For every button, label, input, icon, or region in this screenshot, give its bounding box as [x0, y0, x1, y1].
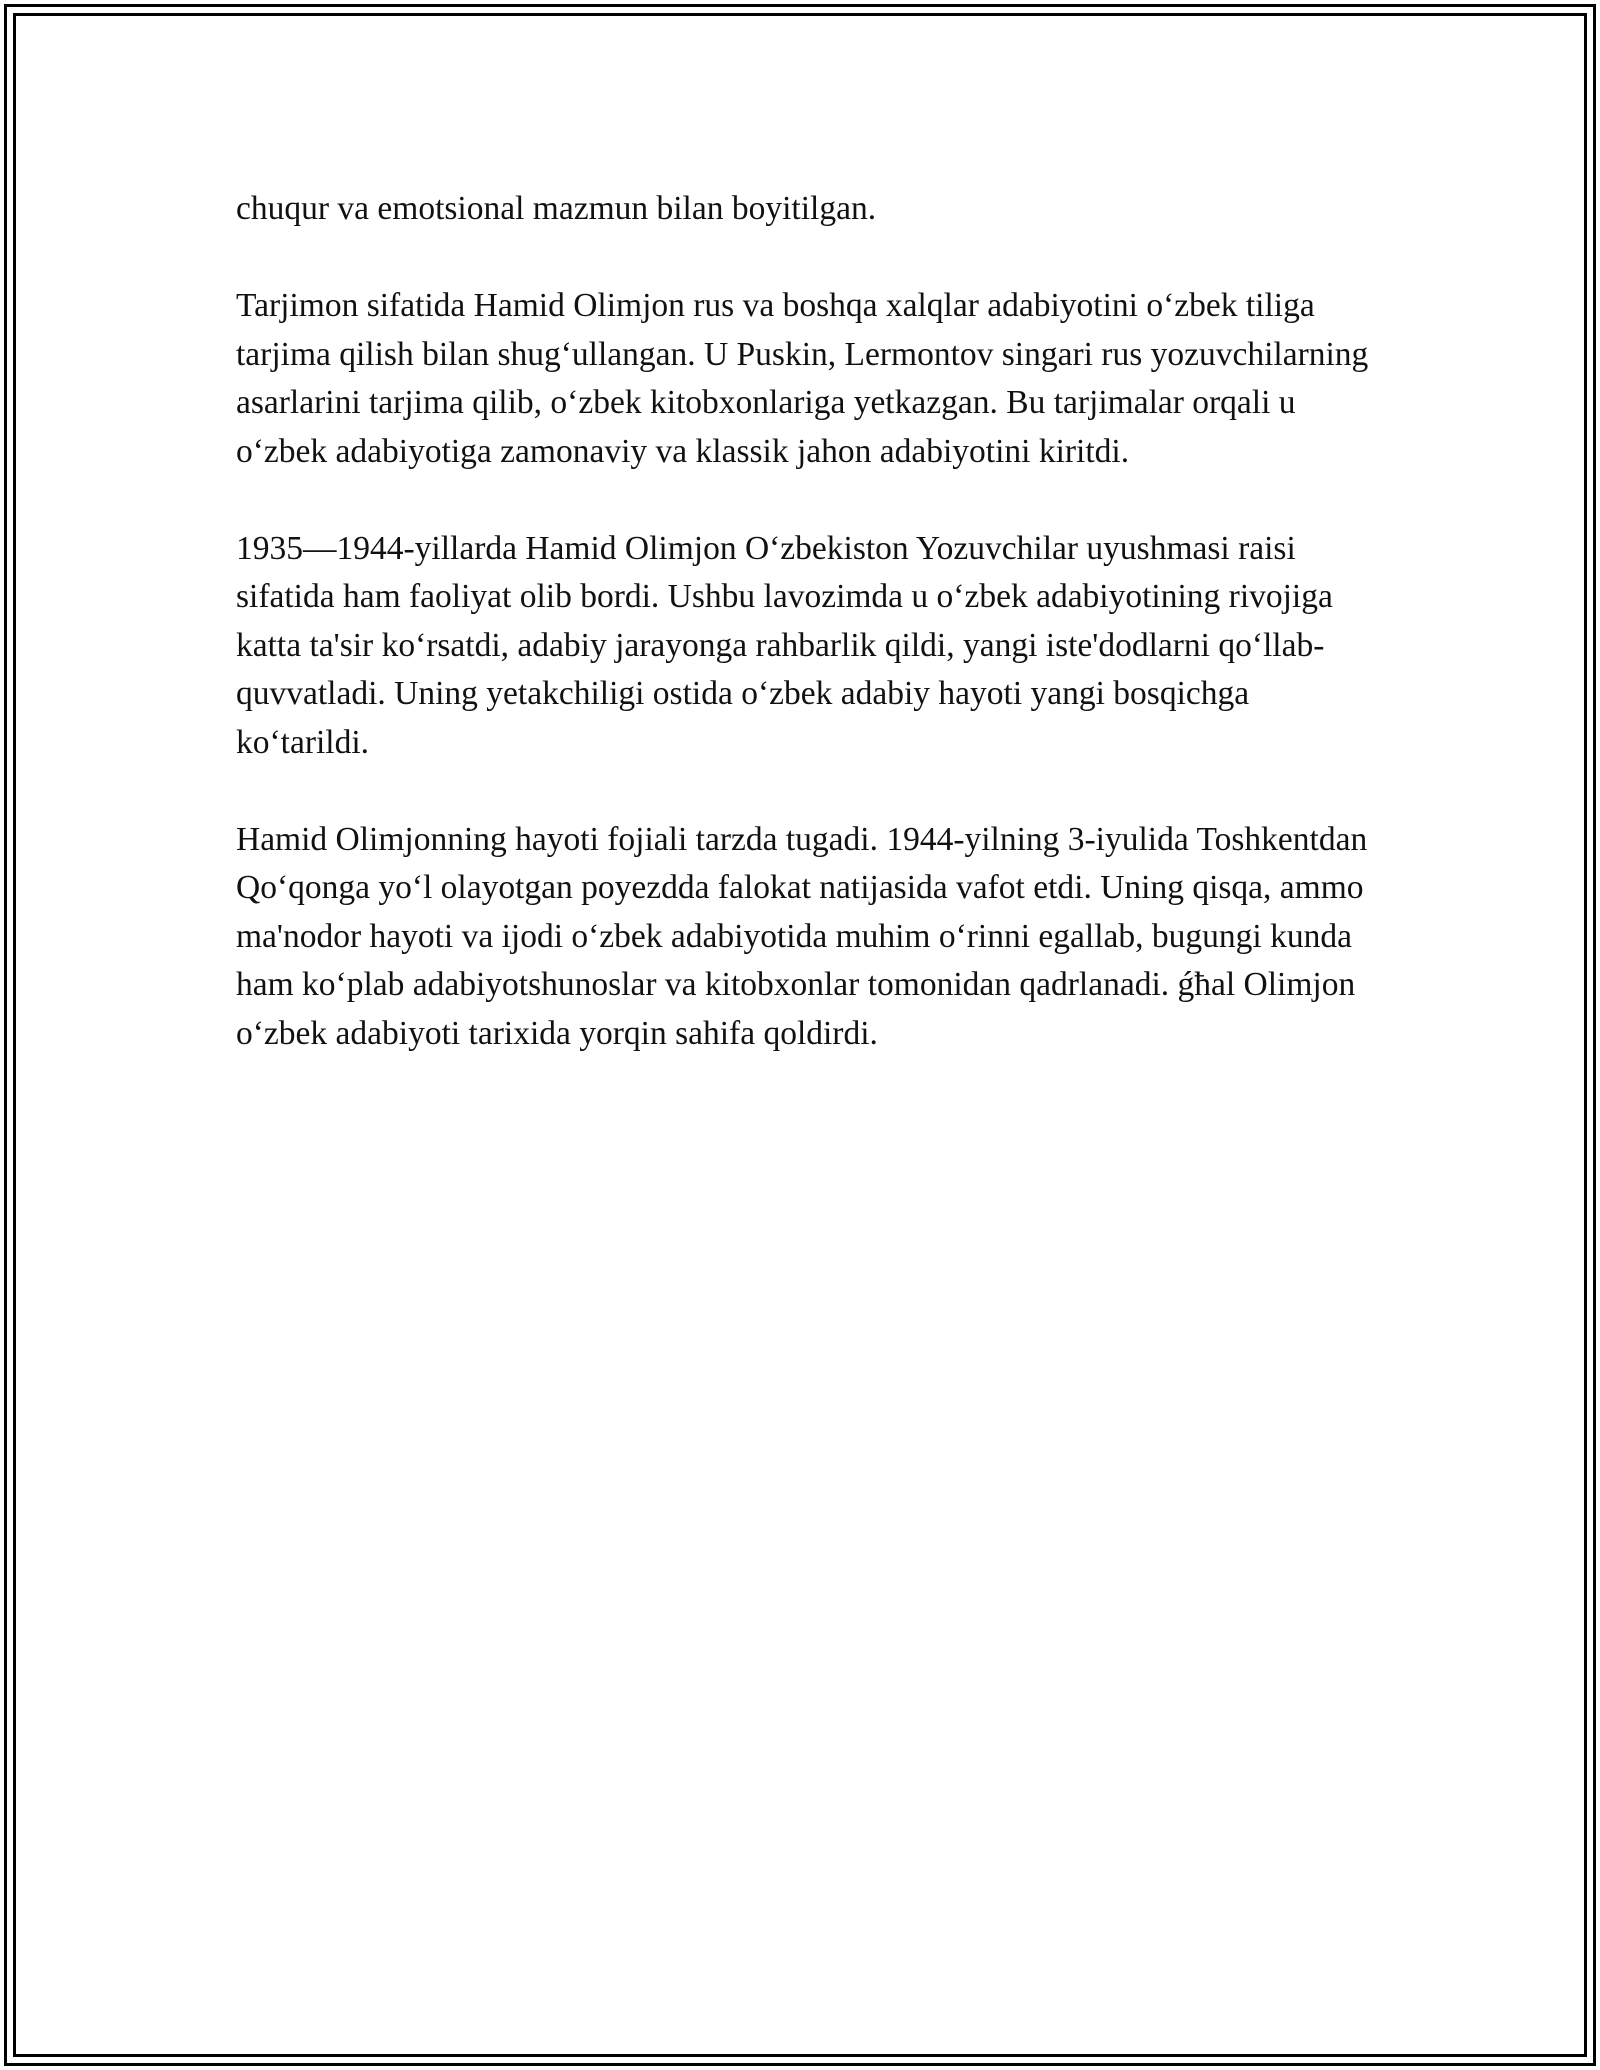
- paragraph-3: 1935—1944-yillarda Hamid Olimjon O‘zbekiston Yozuvchilar uyushmasi raisi sifatida ham faoliyat olib bordi. Ushbu lavozimda u o‘zbek adabiyotining rivojiga katta ta'sir ko‘rsatdi, adabiy jarayonga rahbarlik qildi, yangi iste'dodlarni qo‘llab-quvvatladi. Uning yetakchiligi ostida o‘zbek adabiy hayoti yangi bosqichga ko‘tarildi.: [236, 529, 1333, 761]
- document-body: [236, 185, 1376, 1107]
- paragraph-2: Tarjimon sifatida Hamid Olimjon rus va boshqa xalqlar adabiyotini o‘zbek tiliga tarjima qilish bilan shug‘ullangan. U Puskin, Lermontov singari rus yozuvchilarning asarlarini tarjima qilib, o‘zbek kitobxonlariga yetkazgan. Bu tarjimalar orqali u o‘zbek adabiyotiga zamonaviy va klassik jahon adabiyotini kiritdi.: [236, 287, 1369, 470]
- paragraph-4: Hamid Olimjonning hayoti fojiali tarzda tugadi. 1944-yilning 3-iyulida Toshkentdan Qo‘qonga yo‘l olayotgan poyezdda falokat natijasida vafot etdi. Uning qisqa, ammo ma'nodor hayoti va ijodi o‘zbek adabiyotida muhim o‘rinni egallab, bugungi kunda ham ko‘plab adabiyotshunoslar va kitobxonlar tomonidan qadrlanadi. ǵħal Olimjon o‘zbek adabiyoti tarixida yorqin sahifa qoldirdi.: [236, 820, 1368, 1052]
- paragraph-1: chuqur va emotsional mazmun bilan boyitilgan.: [236, 190, 877, 227]
